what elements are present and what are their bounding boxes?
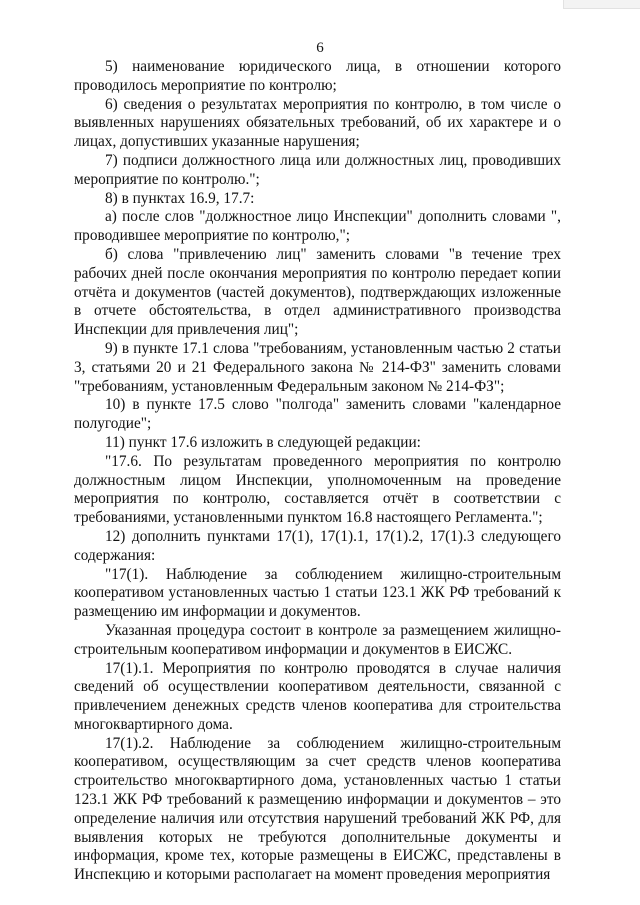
document-body — [74, 58, 561, 885]
paragraph-item-9: 9) в пункте 17.1 слова "требованиям, установленным частью 2 статьи 3, статьями 20 и 21 Федерального закона № 214-ФЗ" заменить словами "требованиям, установленным Федеральным законом № 214-ФЗ"; — [74, 339, 561, 395]
paragraph-item-8b: б) слова "привлечению лиц" заменить словами "в течение трех рабочих дней после окончания мероприятия по контролю передает копии отчёта и документов (частей документов), подтверждающих изложенные в отчете обстоятельства, в отдел административного производства Инспекции для привлечения лиц"; — [74, 245, 561, 339]
page-number: 6 — [316, 40, 324, 56]
paragraph-item-8: 8) в пунктах 16.9, 17.7: — [105, 189, 255, 207]
paragraph-17-1-2: 17(1).2. Наблюдение за соблюдением жилищно-строительным кооперативом, осуществляющим за счет средств членов кооператива строительство многоквартирного дома, установленных частью 1 статьи 123.1 ЖК РФ требований к размещению информации и документов – это определение наличия или отсутствия нарушений требований ЖК РФ, для выявления которых не требуются дополнительные документы и информация, кроме тех, которые размещены в ЕИСЖС, представлены в Инспекцию и которыми располагает на момент проведения мероприятия — [74, 734, 561, 884]
paragraph-17-1: "17(1). Наблюдение за соблюдением жилищно-строительным кооперативом установленных частью 1 статьи 123.1 ЖК РФ требований к размещению им информации и документов. — [74, 565, 561, 621]
paragraph-17-6: "17.6. По результатам проведенного мероприятия по контролю должностным лицом Инспекции, уполномоченным на проведение мероприятия по контролю, составляется отчёт в соответствии с требованиями, установленными пунктом 16.8 настоящего Регламента."; — [74, 452, 561, 527]
paragraph-item-6: 6) сведения о результатах мероприятия по контролю, в том числе о выявленных нарушениях обязательных требований, об их характере и о лицах, допустивших указанные нарушения; — [74, 95, 561, 151]
paragraph-item-11: 11) пункт 17.6 изложить в следующей редакции: — [105, 433, 421, 451]
paragraph-item-8a: а) после слов "должностное лицо Инспекции" дополнить словами ", проводившее мероприятие по контролю,"; — [74, 208, 561, 245]
paragraph-item-5: 5) наименование юридического лица, в отношении которого проводилось мероприятие по контролю; — [74, 58, 561, 94]
paragraph-procedure: Указанная процедура состоит в контроле за размещением жилищно-строительным кооперативом информации и документов в ЕИСЖС. — [74, 621, 561, 658]
paragraph-item-7: 7) подписи должностного лица или должностных лиц, проводивших мероприятие по контролю."; — [74, 151, 561, 188]
scan-corner-mark — [563, 0, 640, 9]
paragraph-item-12: 12) дополнить пунктами 17(1), 17(1).1, 17(1).2, 17(1).3 следующего содержания: — [74, 527, 561, 564]
paragraph-item-10: 10) в пункте 17.5 слово "полгода" заменить словами "календарное полугодие"; — [74, 396, 561, 433]
paragraph-17-1-1: 17(1).1. Мероприятия по контролю проводятся в случае наличия сведений об осуществлении кооперативом деятельности, связанной с привлечением денежных средств членов кооператива для строительства многоквартирного дома. — [74, 659, 561, 733]
